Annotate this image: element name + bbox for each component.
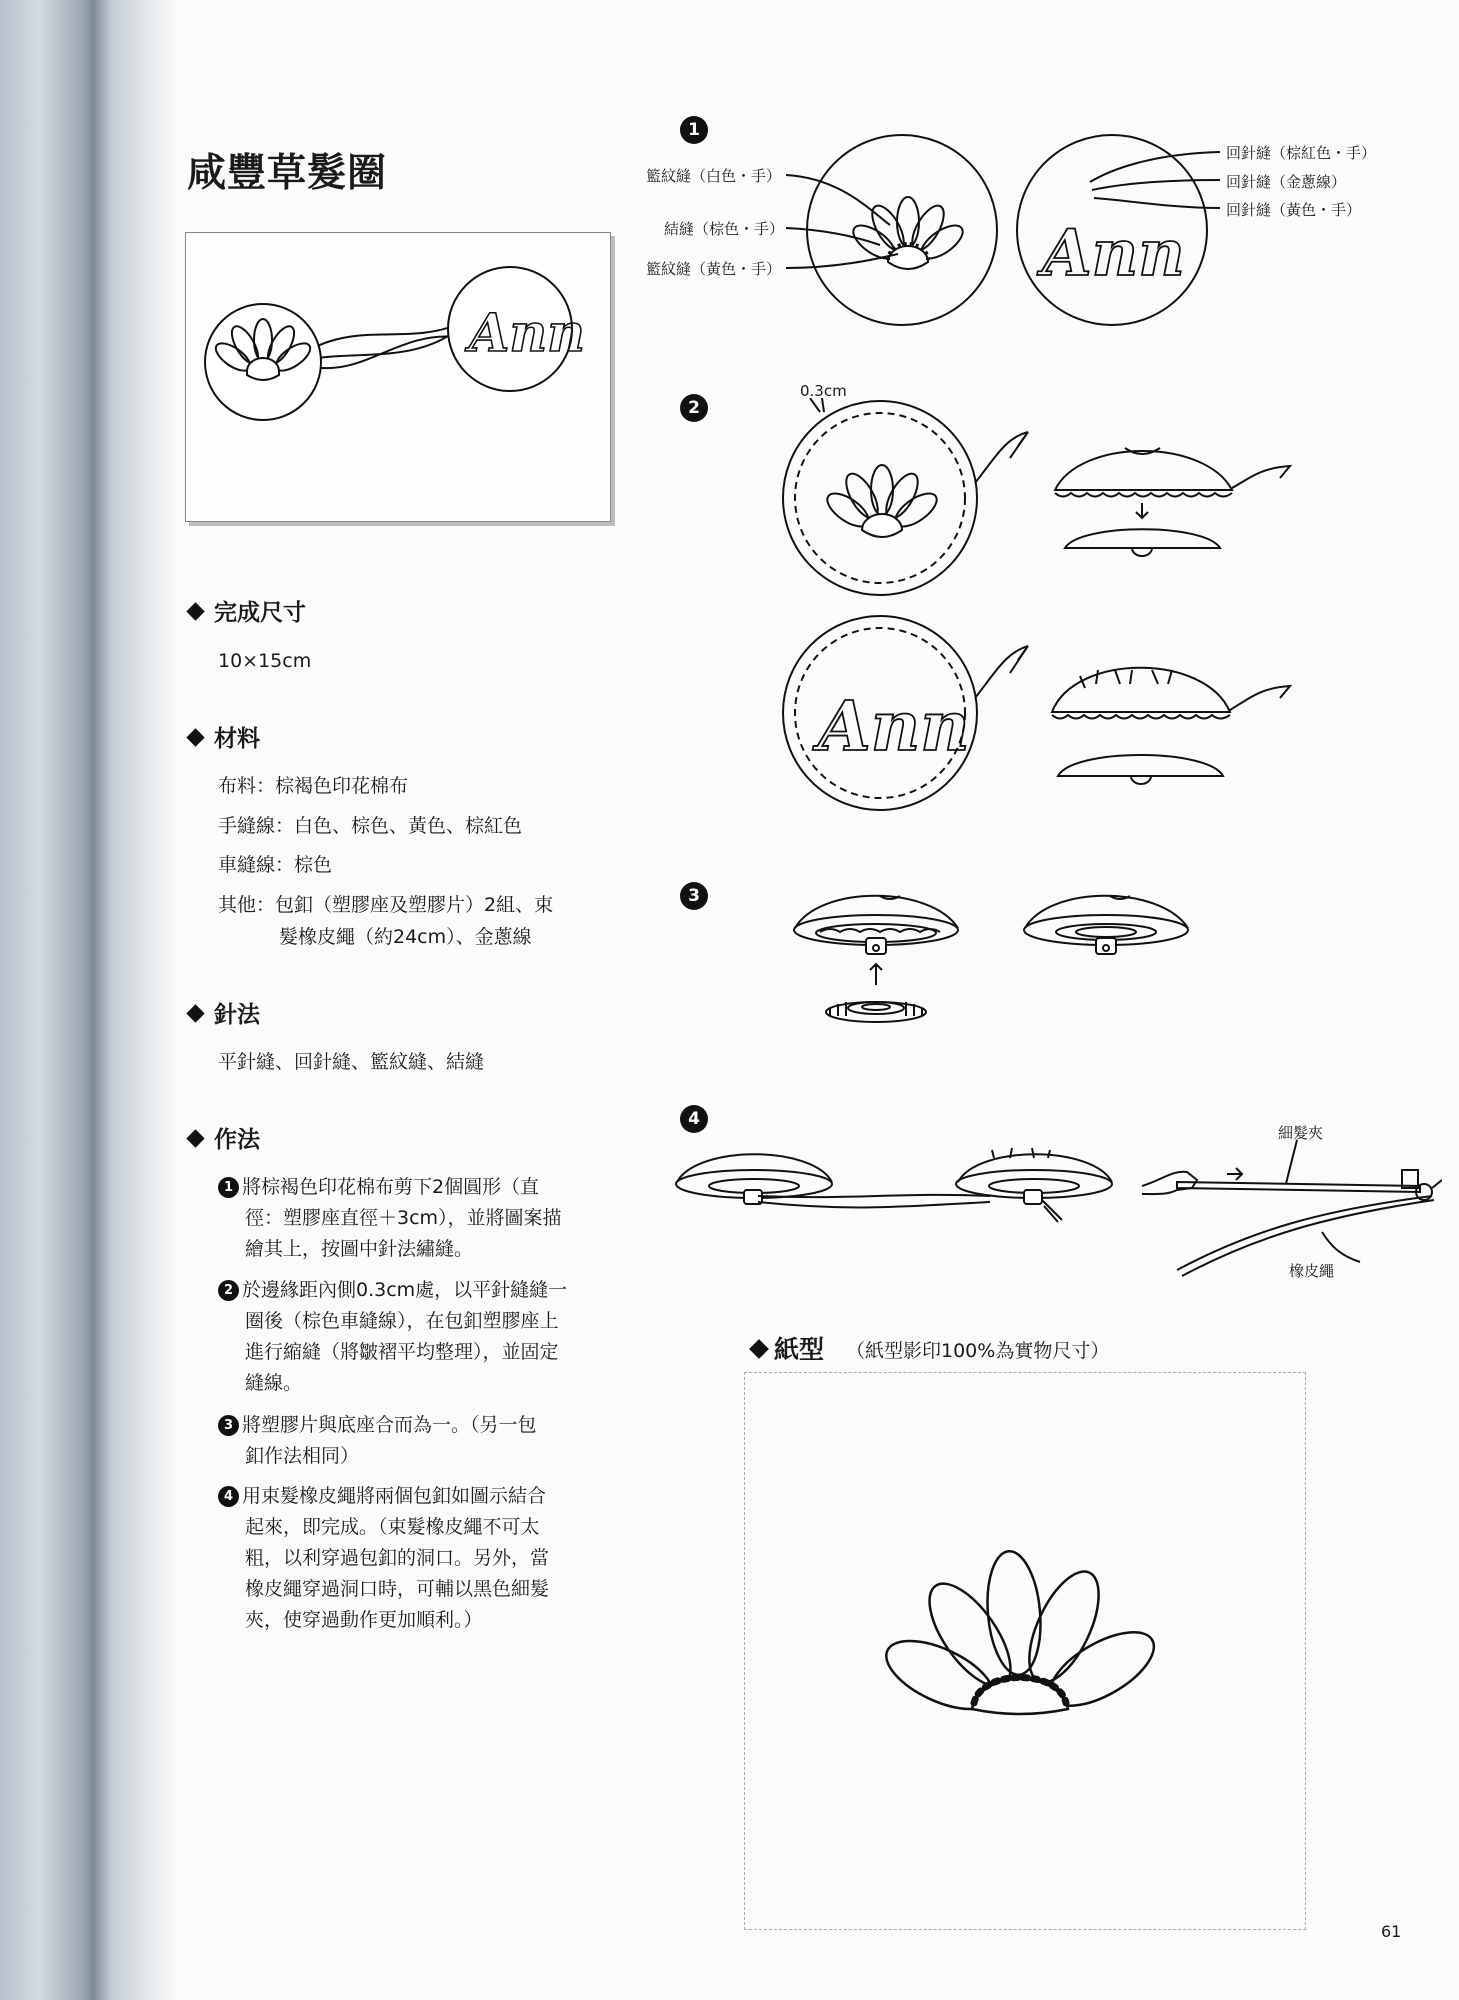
step-line: 用束髮橡皮繩將兩個包釦如圖示結合 (242, 1485, 547, 1507)
diagram-number-4: 4 (680, 1105, 708, 1133)
stitch-label: 回針縫（黃色・手） (1226, 201, 1362, 219)
materials-heading-label: 材料 (214, 726, 260, 752)
diamond-bullet-icon (186, 728, 204, 746)
stitches-heading-label: 針法 (214, 1002, 260, 1028)
step-line: 將棕褐色印花棉布剪下2個圓形（直 (242, 1176, 540, 1198)
method-step-2 (218, 1275, 618, 1399)
diamond-bullet-icon (186, 1129, 204, 1147)
finished-hair-tie-illustration (186, 233, 610, 521)
pattern-heading (752, 1330, 824, 1366)
diagram-number-2: 2 (680, 394, 708, 422)
diagram-1-embroidery-circles (780, 120, 1220, 330)
product-illustration-frame (185, 232, 611, 522)
material-item: 車縫線：棕色 (218, 854, 333, 876)
material-item: 其他：包釦（塑膠座及塑膠片）2組、束 (218, 894, 554, 916)
diamond-bullet-icon (186, 1004, 204, 1022)
method-step-3 (218, 1410, 618, 1472)
step-number-badge: 4 (218, 1486, 239, 1507)
diamond-bullet-icon (186, 602, 204, 620)
step-line: 圈後（棕色車縫線），在包釦塑膠座上 (245, 1310, 559, 1332)
material-item: 布料：棕褐色印花棉布 (218, 775, 409, 797)
method-step-4 (218, 1481, 618, 1636)
step-number-badge: 3 (218, 1415, 239, 1436)
step-line: 將塑膠片與底座合而為一。（另一包 (242, 1414, 537, 1436)
pattern-frame (744, 1372, 1306, 1930)
stitches-value: 平針縫、回針縫、籃紋縫、結縫 (218, 1051, 485, 1073)
step-line: 縫線。 (245, 1372, 303, 1394)
step-line: 橡皮繩穿過洞口時，可輔以黑色細髮 (245, 1578, 550, 1600)
elastic-label: 橡皮繩 (1289, 1262, 1335, 1280)
materials-heading (189, 720, 260, 753)
diagram-3-assembly (790, 890, 1210, 1040)
stitch-label: 結縫（棕色・手） (664, 220, 785, 238)
monogram-text: Ann (1042, 216, 1185, 291)
step-line: 進行縮縫（將皺褶平均整理），並固定 (245, 1341, 559, 1363)
monogram-text: Ann (818, 687, 970, 767)
stitch-label: 回針縫（金蔥線） (1226, 173, 1347, 191)
step-line: 釦作法相同） (245, 1445, 360, 1467)
margin-label: 0.3cm (800, 382, 847, 400)
book-binding-shadow (0, 0, 180, 2000)
method-step-1 (218, 1172, 618, 1265)
step-line: 起來，即完成。（束髮橡皮繩不可太 (245, 1516, 540, 1538)
pattern-note: （紙型影印100%為實物尺寸） (846, 1340, 1110, 1362)
step-line: 於邊緣距內側0.3cm處，以平針縫縫一 (242, 1279, 568, 1301)
diagram-number-3: 3 (680, 882, 708, 910)
size-heading-label: 完成尺寸 (214, 600, 306, 626)
size-heading (189, 594, 306, 627)
stitches-heading (189, 996, 260, 1029)
stitch-label: 籃紋縫（黃色・手） (646, 260, 782, 278)
step-line: 粗，以利穿過包釦的洞口。另外，當 (245, 1547, 550, 1569)
page-number: 61 (1381, 1922, 1402, 1941)
flower-pattern-template (745, 1373, 1305, 1929)
size-value: 10×15cm (218, 650, 312, 672)
diagram-4-joining-with-elastic (672, 1140, 1442, 1280)
material-item: 髮橡皮繩（約24cm）、金蔥線 (279, 926, 532, 948)
diamond-bullet-icon (749, 1339, 769, 1359)
step-line: 徑：塑膠座直徑＋3cm），並將圖案描 (245, 1207, 562, 1229)
step-line: 繪其上，按圖中針法繡縫。 (245, 1238, 474, 1260)
method-heading (189, 1121, 260, 1154)
diagram-number-1: 1 (680, 116, 708, 144)
diagram-2-gathering-steps (780, 398, 1300, 818)
page-title: 咸豐草髮圈 (187, 151, 388, 196)
hairpin-label: 細髮夾 (1278, 1124, 1324, 1142)
pattern-heading-label: 紙型 (774, 1335, 825, 1364)
stitch-label: 籃紋縫（白色・手） (646, 167, 782, 185)
material-item: 手縫線：白色、棕色、黃色、棕紅色 (218, 815, 523, 837)
stitch-label: 回針縫（棕紅色・手） (1226, 144, 1377, 162)
step-line: 夾，使穿過動作更加順利。） (245, 1609, 483, 1631)
monogram-text: Ann (469, 303, 585, 364)
method-heading-label: 作法 (214, 1127, 260, 1153)
step-number-badge: 1 (218, 1177, 239, 1198)
step-number-badge: 2 (218, 1280, 239, 1301)
